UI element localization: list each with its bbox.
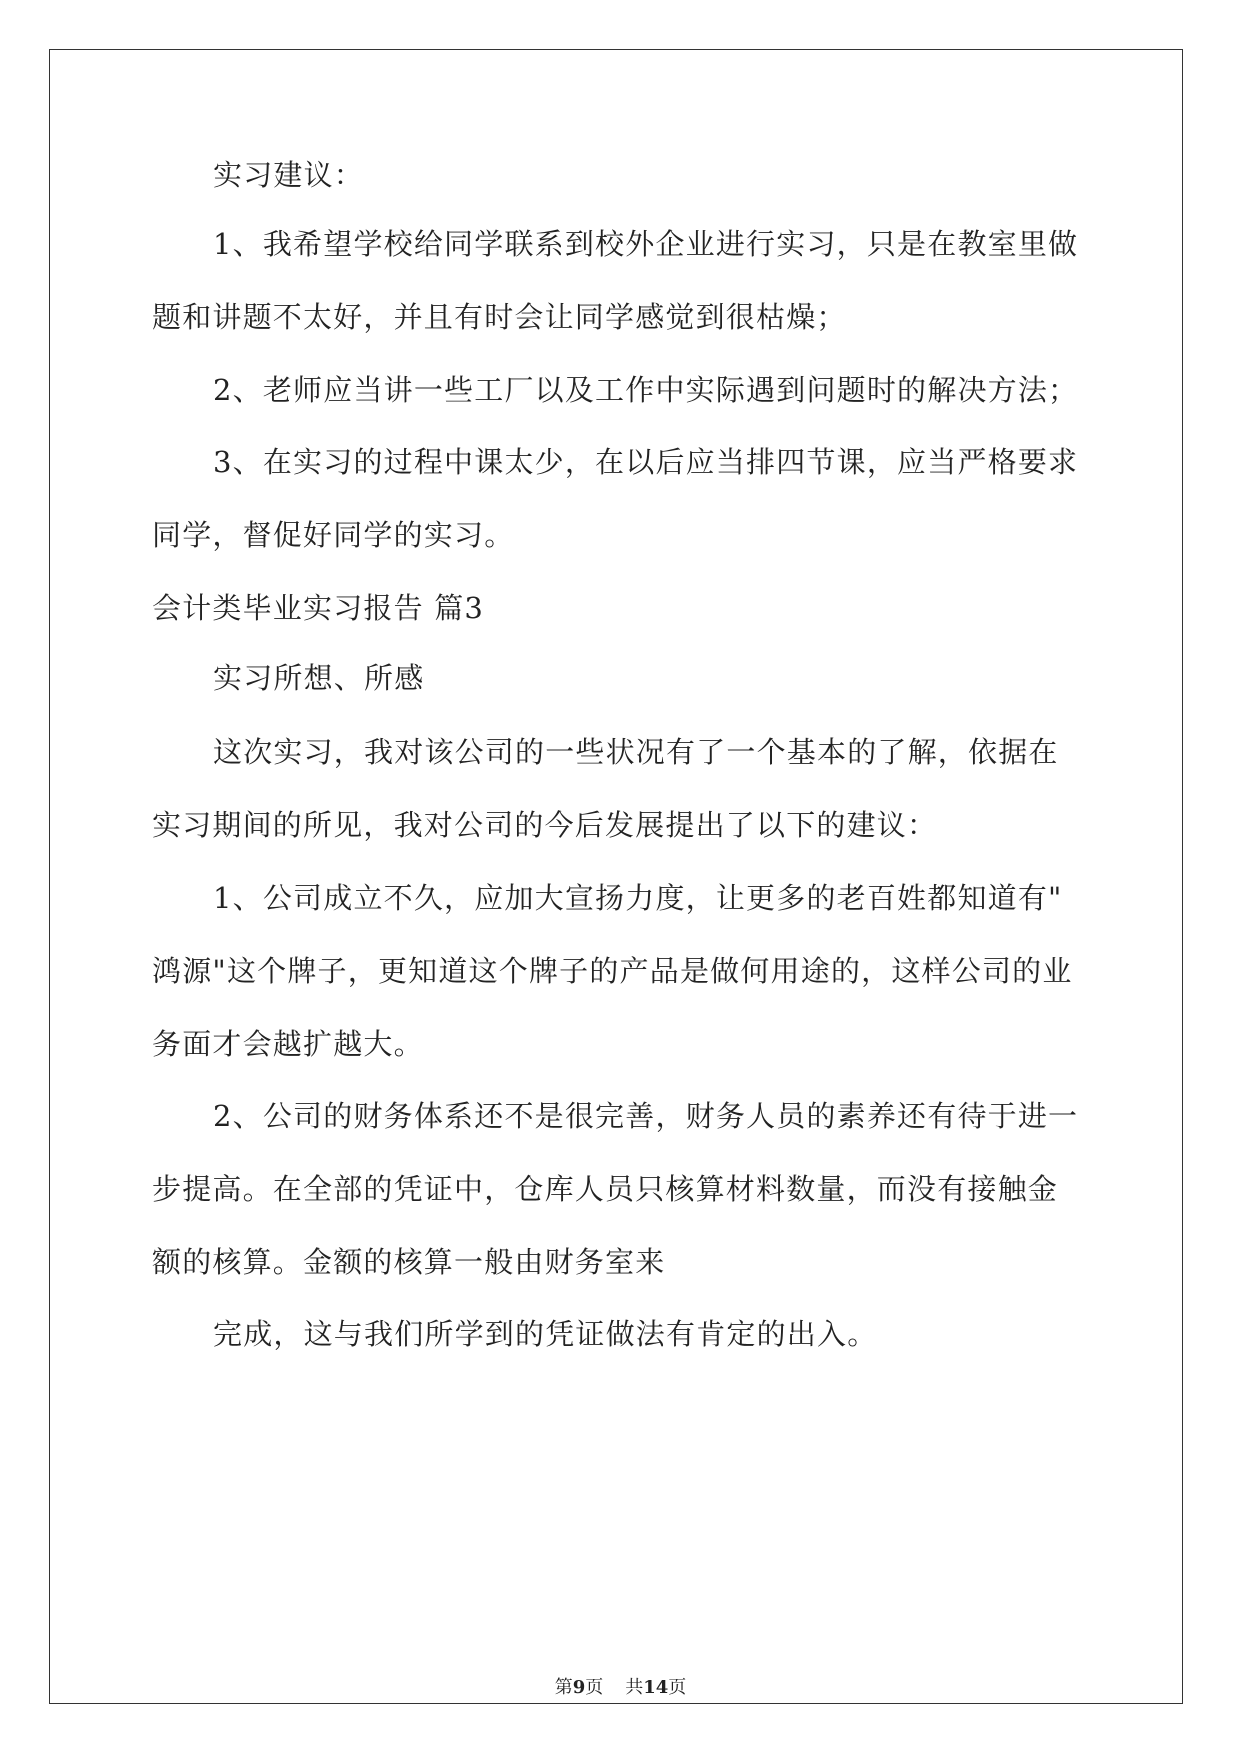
total-prefix: 共 <box>625 1677 644 1698</box>
text-line: 鸿源"这个牌子，更知道这个牌子的产品是做何用途的，这样公司的业 <box>152 954 1073 988</box>
text-line: 实习建议： <box>213 158 365 192</box>
text-line: 实习所想、所感 <box>213 661 425 695</box>
text-line: 1、公司成立不久，应加大宣扬力度，让更多的老百姓都知道有" <box>213 881 1063 915</box>
text-line: 2、老师应当讲一些工厂以及工作中实际遇到问题时的解决方法； <box>213 373 1079 407</box>
page-number: 9 <box>572 1677 586 1698</box>
text-line: 3、在实习的过程中课太少，在以后应当排四节课，应当严格要求 <box>213 445 1079 479</box>
text-line: 务面才会越扩越大。 <box>152 1027 424 1061</box>
page-prefix: 第 <box>554 1677 573 1698</box>
text-line: 1、我希望学校给同学联系到校外企业进行实习，只是在教室里做 <box>213 227 1079 261</box>
text-line: 完成，这与我们所学到的凭证做法有肯定的出入。 <box>213 1317 878 1351</box>
total-pages: 14 <box>643 1677 669 1698</box>
text-line: 步提高。在全部的凭证中，仓库人员只核算材料数量，而没有接触金 <box>152 1172 1059 1206</box>
section-heading: 会计类毕业实习报告 篇3 <box>152 591 485 625</box>
text-line: 这次实习，我对该公司的一些状况有了一个基本的了解，依据在 <box>213 735 1059 769</box>
text-line: 实习期间的所见，我对公司的今后发展提出了以下的建议： <box>152 808 938 842</box>
text-line: 2、公司的财务体系还不是很完善，财务人员的素养还有待于进一 <box>213 1099 1079 1133</box>
text-line: 同学，督促好同学的实习。 <box>152 518 515 552</box>
text-line: 额的核算。金额的核算一般由财务室来 <box>152 1245 666 1279</box>
text-line: 题和讲题不太好，并且有时会让同学感觉到很枯燥； <box>152 300 847 334</box>
total-suffix: 页 <box>668 1677 687 1698</box>
page-suffix: 页 <box>585 1677 604 1698</box>
page-footer <box>0 1676 1241 1700</box>
